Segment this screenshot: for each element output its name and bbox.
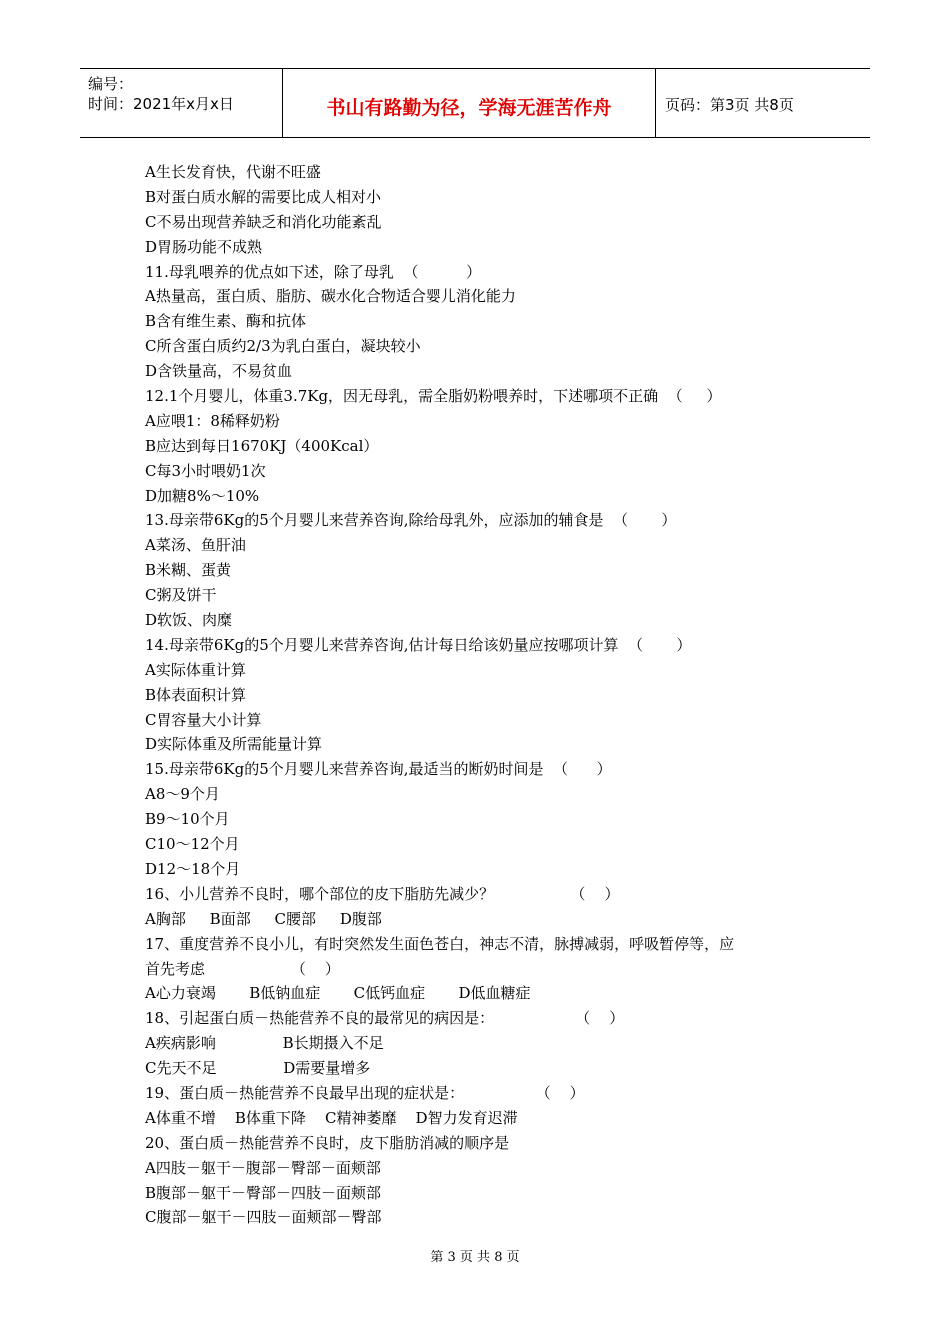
header-middle-cell — [282, 69, 656, 137]
content-line: 19、蛋白质－热能营养不良最早出现的症状是： （ ） — [145, 1083, 585, 1102]
content-line: B含有维生素、酶和抗体 — [145, 312, 307, 331]
content-line: 11.母乳喂养的优点如下述，除了母乳 （ ） — [145, 262, 482, 281]
content-line: B体表面积计算 — [145, 685, 247, 704]
document-number-label: 编号： — [88, 75, 134, 93]
content-line: C所含蛋白质约2/3为乳白蛋白，凝块较小 — [145, 337, 421, 356]
content-line: A实际体重计算 — [145, 660, 246, 679]
header-right-cell — [655, 69, 870, 137]
content-line: 17、重度营养不良小儿，有时突然发生面色苍白，神志不清，脉搏减弱，呼吸暂停等，应 — [145, 934, 735, 953]
content-line: 18、引起蛋白质－热能营养不良的最常见的病因是： （ ） — [145, 1009, 625, 1028]
content-line: 15.母亲带6Kg的5个月婴儿来营养咨询,最适当的断奶时间是 （ ） — [145, 760, 612, 779]
content-line: B腹部－躯干－臀部－四肢－面颊部 — [145, 1183, 382, 1202]
content-line: D软饭、肉糜 — [145, 611, 233, 630]
content-line: D实际体重及所需能量计算 — [145, 735, 323, 754]
content-line: C10～12个月 — [145, 835, 240, 854]
content-line: D胃肠功能不成熟 — [145, 237, 263, 256]
header-page-info: 页码：第3页 共8页 — [665, 96, 794, 114]
content-line: A体重不增 B体重下降 C精神萎靡 D智力发育迟滞 — [145, 1108, 518, 1127]
content-line: D加糖8%～10% — [145, 486, 260, 505]
question-content — [145, 160, 825, 1230]
content-line: A心力衰竭 B低钠血症 C低钙血症 D低血糖症 — [145, 984, 531, 1003]
content-line: B米糊、蛋黄 — [145, 561, 232, 580]
header-motto: 书山有路勤为径，学海无涯苦作舟 — [326, 97, 612, 119]
content-line: C每3小时喂奶1次 — [145, 461, 266, 480]
content-line: A热量高，蛋白质、脂肪、碳水化合物适合婴儿消化能力 — [145, 287, 516, 306]
content-line: A疾病影响 B长期摄入不足 — [145, 1034, 384, 1053]
document-date-label: 时间：2021年x月x日 — [88, 95, 234, 113]
content-line: A四肢－躯干－腹部－臀部－面颊部 — [145, 1158, 381, 1177]
content-line: B应达到每日1670KJ（400Kcal） — [145, 436, 379, 455]
content-line: C不易出现营养缺乏和消化功能紊乱 — [145, 212, 382, 231]
page-header — [80, 68, 870, 138]
header-left-cell — [80, 69, 282, 137]
content-line: B对蛋白质水解的需要比成人相对小 — [145, 187, 382, 206]
content-line: 首先考虑 （ ） — [145, 959, 340, 978]
content-line: C粥及饼干 — [145, 586, 217, 605]
content-line: D含铁量高，不易贫血 — [145, 362, 293, 381]
page-footer: 第 3 页 共 8 页 — [430, 1250, 520, 1265]
content-line: 13.母亲带6Kg的5个月婴儿来营养咨询,除给母乳外，应添加的辅食是 （ ） — [145, 511, 677, 530]
content-line: 16、小儿营养不良时，哪个部位的皮下脂肪先减少？ （ ） — [145, 884, 620, 903]
content-line: 20、蛋白质－热能营养不良时，皮下脂肪消减的顺序是 — [145, 1133, 510, 1152]
content-line: A应喂1：8稀释奶粉 — [145, 411, 280, 430]
content-line: 14.母亲带6Kg的5个月婴儿来营养咨询,估计每日给该奶量应按哪项计算 （ ） — [145, 635, 692, 654]
content-line: C先天不足 D需要量增多 — [145, 1059, 371, 1078]
content-line: C胃容量大小计算 — [145, 710, 262, 729]
content-line: 12.1个月婴儿，体重3.7Kg，因无母乳，需全脂奶粉喂养时，下述哪项不正确 （ ） — [145, 387, 722, 406]
content-line: B9～10个月 — [145, 810, 230, 829]
content-line: A生长发育快，代谢不旺盛 — [145, 163, 321, 181]
content-line: A8～9个月 — [145, 785, 220, 804]
content-line: C腹部－躯干－四肢－面颊部－臀部 — [145, 1208, 382, 1227]
content-line: A菜汤、鱼肝油 — [145, 536, 246, 555]
content-line: D12～18个月 — [145, 859, 241, 878]
content-line: A胸部 B面部 C腰部 D腹部 — [145, 909, 382, 928]
